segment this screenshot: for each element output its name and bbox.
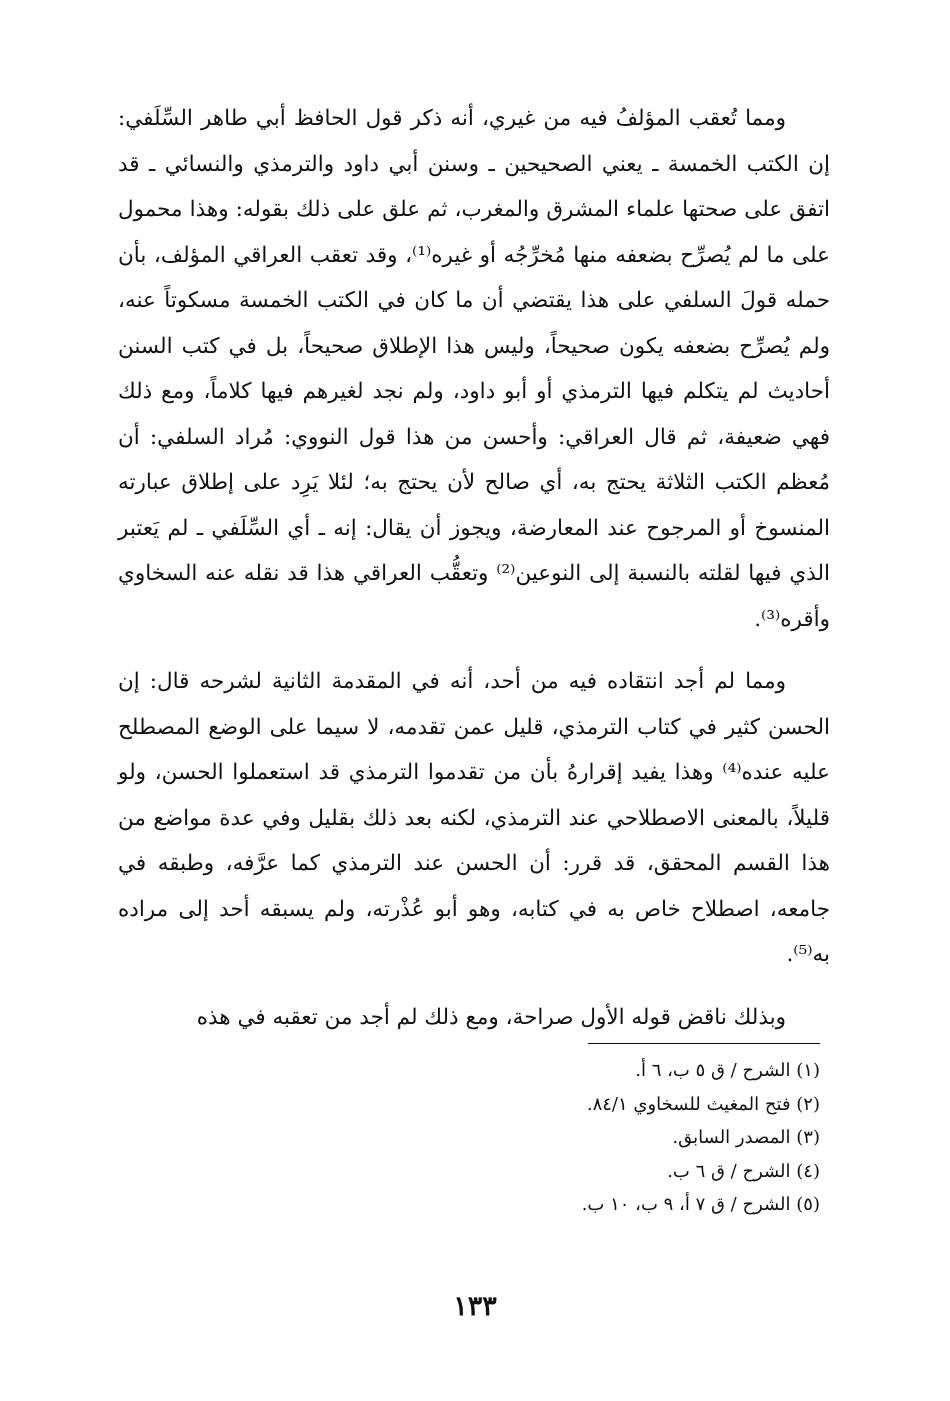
footnote-4: (٤) الشرح / ق ٦ ب.	[667, 1160, 820, 1182]
footnote-2: (٢) فتح المغيث للسخاوي ٨٤/١.	[586, 1093, 820, 1115]
paragraph-3: وبذلك ناقض قوله الأول صراحة، ومع ذلك لم أجد من تعقبه في هذه	[196, 1004, 786, 1030]
page-number: ١٣٣	[453, 1291, 497, 1322]
footnote-separator	[588, 1043, 820, 1044]
paragraph-2: ومما لم أجد انتقاده فيه من أحد، أنه في المقدمة الثانية لشرحه قال: إن الحسن كثير في كتاب الترمذي، قليل عمن تقدمه، لا سيما على الوضع المصطلح عليه عنده⁽⁴⁾ وهذا يفيد إقرارهُ بأن من تقدموا الترمذي قد استعملوا الحسن، ولو قليلاً، بالمعنى الاصطلاحي عند الترمذي، لكنه بعد ذلك بقليل وفي عدة مواضع من هذا القسم المحقق، قد قرر: أن الحسن عند الترمذي كما عرَّفه، وطبقه في جامعه، اصطلاح خاص به في كتابه، وهو أبو عُذْرته، ولم يسبقه أحد إلى مراده به⁽⁵⁾.	[118, 669, 830, 967]
footnote-1: (١) الشرح / ق ٥ ب، ٦ أ.	[635, 1060, 820, 1081]
footnote-5: (٥) الشرح / ق ٧ أ، ٩ ب، ١٠ ب.	[581, 1194, 820, 1215]
paragraph-1: ومما تُعقب المؤلفُ فيه من غيري، أنه ذكر قول الحافظ أبي طاهر السِّلَفي: إن الكتب الخمسة ـ يعني الصحيحين ـ وسنن أبي داود والترمذي والنسائي ـ قد اتفق على صحتها علماء المشرق والمغرب، ثم علق على ذلك بقوله: وهذا محمول على ما لم يُصرِّح بضعفه منها مُخرِّجُه أو غيره⁽¹⁾، وقد تعقب العراقي المؤلف، بأن حمله قولَ السلفي على هذا يقتضي أن ما كان في الكتب الخمسة مسكوتاً عنه، ولم يُصرِّح بضعفه يكون صحيحاً، وليس هذا الإطلاق صحيحاً، بل في كتب السنن أحاديث لم يتكلم فيها الترمذي أو أبو داود، ولم نجد لغيرهم فيها كلاماً، ومع ذلك فهي ضعيفة، ثم قال العراقي: وأحسن من هذا قول النووي: مُراد السلفي: أن مُعظم الكتب الثلاثة يحتج به، أي صالح لأن يحتج به؛ لئلا يَرِد على إطلاق عبارته المنسوخ أو المرجوح عند المعارضة، ويجوز أن يقال: إنه ـ أي السِّلَفي ـ لم يَعتبر الذي فيها لقلته بالنسبة إلى النوعين⁽²⁾ وتعقُّب العراقي هذا قد نقله عنه السخاوي وأقره⁽³⁾.	[118, 106, 830, 632]
footnote-3: (٣) المصدر السابق.	[672, 1127, 820, 1148]
main-text-block	[118, 96, 830, 1040]
footnotes-list	[400, 1054, 820, 1222]
